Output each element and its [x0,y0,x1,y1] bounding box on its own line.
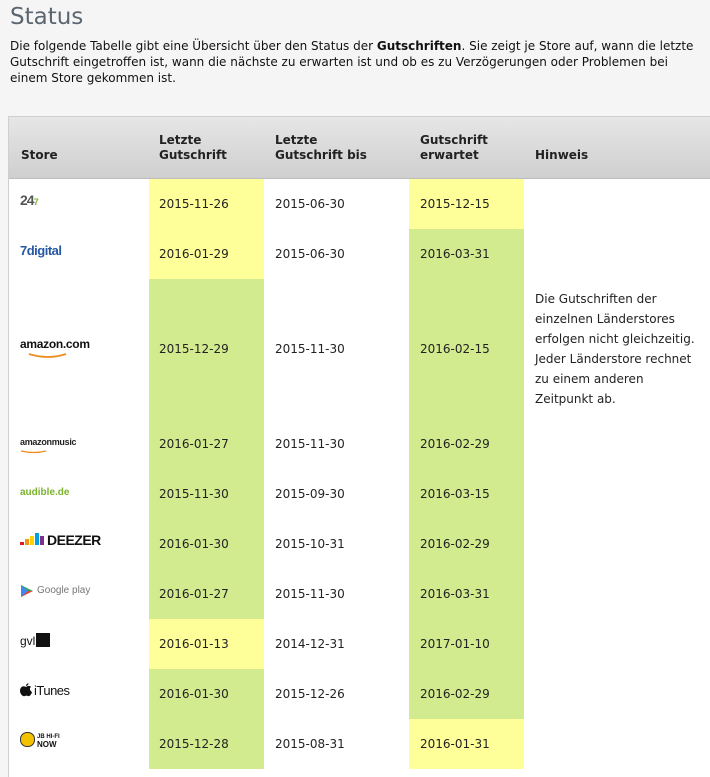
last-until-date: 2015-09-30 [275,487,345,501]
expected-date: 2016-02-29 [420,537,490,551]
logo-247-text: 24 [20,192,34,208]
logo-gvl-icon [20,632,50,650]
logo-itunes-icon [20,682,70,700]
expected-date: 2017-01-10 [420,637,490,651]
last-until-date: 2015-11-30 [275,342,345,356]
header-hint: Hinweis [535,148,589,162]
intro-bold-gutschriften: Gutschriften [376,39,462,53]
logo-amazon-music-icon [20,432,76,454]
last-credit-date: 2015-12-28 [159,737,229,751]
intro-part-1: Die folgende Tabelle gibt eine Übersicht über den Status der [10,39,377,53]
last-credit-date: 2016-01-30 [159,537,229,551]
last-until-date: 2014-12-31 [275,637,345,651]
last-until-date: 2015-12-26 [275,687,345,701]
header-expected-line2: erwartet [420,148,479,162]
logo-deezer-icon [20,532,101,550]
last-until-date: 2015-11-30 [275,587,345,601]
last-credit-date: 2015-11-30 [159,487,229,501]
header-expected [420,133,488,163]
last-credit-date: 2016-01-29 [159,247,229,261]
expected-date: 2016-03-31 [420,247,490,261]
expected-date: 2016-02-29 [420,437,490,451]
header-last-credit-line2: Gutschrift [159,148,227,162]
logo-google-play-text: Google play [37,585,91,597]
intro-part-2: . Sie zeigt je Store auf, wann die letzte Gutschrift eingetroffen ist, wann die nächste zu erwarten ist und ob es zu Verzögerungen oder Problemen bei einem Store gekommen ist. [10,39,694,85]
expected-date: 2016-02-15 [420,342,490,356]
logo-7digital-icon [20,242,62,260]
logo-247-icon [20,192,39,210]
expected-date: 2016-02-29 [420,687,490,701]
logo-audible-text: audible.de [20,487,70,498]
logo-google-play-icon [20,582,90,600]
hint-text: Die Gutschriften der einzelnen Länderstores erfolgen nicht gleichzeitig. Jeder Länderstore rechnet zu einem anderen Zeitpunkt ab. [535,292,695,406]
logo-amazon-text: amazon.com [20,337,90,351]
last-credit-date: 2015-12-29 [159,342,229,356]
logo-gvl-text: gvl [20,634,36,648]
header-last-until-line1: Letzte [275,133,318,147]
last-credit-date: 2016-01-13 [159,637,229,651]
header-last-credit-line1: Letzte [159,133,202,147]
logo-audible-icon [20,482,69,500]
expected-date: 2015-12-15 [420,197,490,211]
logo-jbhifi-now-icon [20,732,60,750]
logo-deezer-text: DEEZER [47,532,101,548]
last-credit-date: 2016-01-30 [159,687,229,701]
last-credit-date: 2016-01-27 [159,587,229,601]
last-until-date: 2015-06-30 [275,197,345,211]
logo-now-text: NOW [37,740,57,749]
last-until-date: 2015-06-30 [275,247,345,261]
last-credit-date: 2015-11-26 [159,197,229,211]
logo-7digital-text: 7digital [20,243,62,258]
header-last-credit [159,133,227,163]
page-title: Status [10,4,84,30]
last-until-date: 2015-08-31 [275,737,345,751]
header-store: Store [21,148,58,162]
logo-jbhifi-text: JB HI-FI [37,734,60,740]
table-header [9,117,710,179]
logo-amazonmusic-text: amazonmusic [20,437,77,447]
expected-date: 2016-03-15 [420,487,490,501]
logo-amazon-icon [20,335,90,359]
logo-247-sub: 7 [33,197,39,207]
intro-text [10,38,700,86]
last-until-date: 2015-10-31 [275,537,345,551]
status-table [8,116,710,777]
last-until-date: 2015-11-30 [275,437,345,451]
logo-itunes-text: iTunes [34,683,70,698]
header-last-until [275,133,367,163]
header-expected-line1: Gutschrift [420,133,488,147]
expected-date: 2016-03-31 [420,587,490,601]
expected-date: 2016-01-31 [420,737,490,751]
header-last-until-line2: Gutschrift bis [275,148,367,162]
last-credit-date: 2016-01-27 [159,437,229,451]
